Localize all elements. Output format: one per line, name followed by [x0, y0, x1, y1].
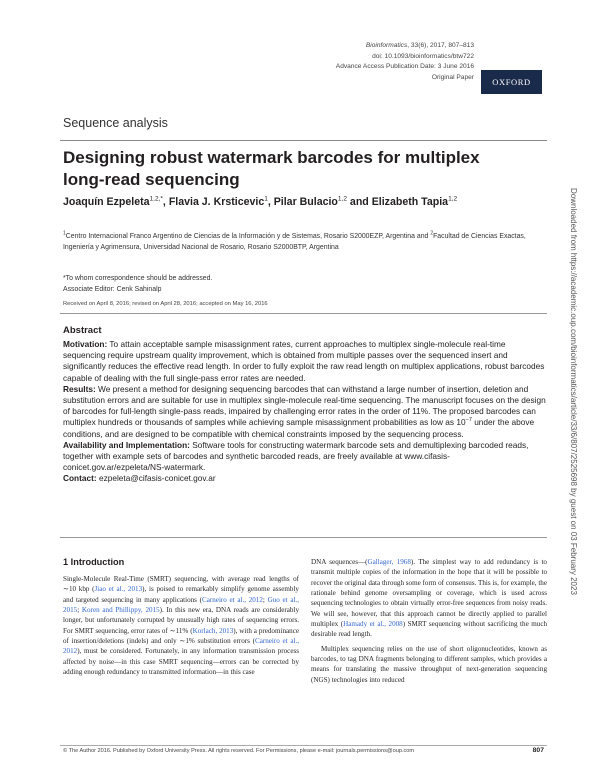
exponent: −7	[465, 417, 472, 424]
divider	[60, 745, 547, 746]
abstract-text[interactable]: Software tools for constructing watermark barcode sets and demultiplexing barcoded reads, together with example sets of barcodes and synthetic barcoded reads, are freely available at www.cifasis-conicet.gov.ar/ezpeleta/NS-watermark.	[63, 439, 529, 473]
page-number: 807	[532, 747, 544, 754]
affil-number: 1	[63, 230, 66, 237]
abstract-label: Results:	[63, 383, 96, 394]
citation: , 33(6), 2017, 807–813	[407, 42, 474, 49]
section-label: Sequence analysis	[63, 116, 168, 130]
copyright-footer: © The Author 2016. Published by Oxford University Press. All rights reserved. For Permissions, please e-mail: journals.permissions@oup.com	[63, 748, 415, 754]
paragraph-text: ;	[262, 595, 268, 604]
citation-link[interactable]: Carneiro et al., 2012	[202, 595, 263, 604]
author-name[interactable]: Flavia J. Krsticevic	[168, 196, 265, 208]
doi[interactable]: doi: 10.1093/bioinformatics/btw722	[372, 52, 474, 60]
author-conjunction: and	[349, 196, 369, 208]
contact-email[interactable]: ezpeleta@cifasis-conicet.gov.ar	[98, 473, 216, 484]
citation-link[interactable]: Koren and Phillippy, 2015	[81, 606, 160, 615]
paragraph	[63, 574, 299, 677]
journal-name: Bioinformatics	[365, 42, 408, 49]
correspondence-block	[63, 274, 543, 295]
author-affil-sup: 1,2	[448, 195, 458, 203]
citation-link[interactable]: Hamady et al., 2008	[343, 620, 403, 629]
paragraph-text: ;	[77, 606, 82, 615]
affil-text: Centro Internacional Franco Argentino de Ciencias de la Información y de Sistemas, Rosario S2000EZP, Argentina and	[65, 233, 429, 240]
article-type: Original Paper	[431, 73, 474, 81]
abstract-results	[63, 384, 547, 440]
paper-title: Designing robust watermark barcodes for multiplex long-read sequencing	[63, 148, 480, 189]
abstract-text: We present a method for designing sequencing barcodes that can withstand a large number of insertion, deletion and substitution errors and are suitable for use in multiplex single-molecule real-time sequencing. The manuscript focuses on the design of barcodes for full-length single-pass reads, impaired by challenging error rates in the order of 11%. The proposed barcodes can multiplex hundreds or thousands of samples while achieving sample misassignment probabilities as low as 10	[63, 383, 546, 428]
oxford-logo: OXFORD	[481, 70, 542, 94]
affiliations	[63, 232, 547, 253]
body-column-right	[311, 557, 547, 685]
associate-editor: Associate Editor: Cenk Sahinalp	[63, 285, 162, 293]
paragraph-text: ) SMRT sequencing without sacrificing the much desirable read length.	[311, 620, 548, 639]
paragraph-text: ). The simplest way to add redundancy is to transmit multiple copies of the information in the hope that it will be possible to recover the original data through some form of consensus. This is, for example, the rationale behind genome oversampling or coverage, which is used across sequencing technologies to obtain virtually error-free sequences from noisy reads. We will see, however, that this approach cannot be directly applied to parallel multiplex (	[311, 558, 547, 629]
author-affil-sup: 1,2,	[149, 195, 161, 203]
citation-link[interactable]: Gallager, 1968	[367, 558, 411, 566]
abstract-motivation	[63, 339, 547, 384]
divider	[60, 140, 547, 141]
divider	[60, 313, 547, 314]
abstract-contact	[63, 473, 547, 484]
body-column-left	[63, 557, 299, 677]
author-name[interactable]: Elizabeth Tapia	[371, 196, 449, 208]
advance-access: Advance Access Publication Date: 3 June 2016	[335, 63, 474, 71]
section-heading: 1 Introduction	[63, 557, 125, 567]
article-meta	[214, 41, 474, 83]
author-name[interactable]: Pilar Bulacio	[273, 196, 338, 208]
paragraph-text: ), must be considered. Fortunately, in any information transmission process affected by noise—in this case SMRT sequencing—errors can be corrected by adding enough redundancy to transmitted information—in this case	[63, 647, 299, 677]
received-dates: Received on April 8, 2016; revised on April 28, 2016; accepted on May 16, 2016	[63, 301, 268, 307]
paragraph: Multiplex sequencing relies on the use of short oligonucleotides, known as barcodes, to tag DNA fragments belonging to different samples, which provides a means for translating the massive throughput of next-generation sequencing (NGS) technologies into reduced	[311, 644, 547, 684]
affil-text: Facultad de Ciencias Exactas, Ingeniería y Agrimensura, Universidad Nacional de Rosario, Rosario S2000BTP, Argentina	[63, 233, 526, 251]
abstract-availability	[63, 440, 547, 474]
affil-number: 2	[430, 230, 434, 237]
abstract-text: To attain acceptable sample misassignment rates, current approaches to multiplex single-molecule real-time sequencing require upstream quality improvement, which is obtained from multiple passes over the sequenced insert and significantly reduces the effective read length. In order to fully exploit the raw read length on multiplex applications, robust barcodes capable of dealing with the full single-pass error rates are needed.	[63, 339, 545, 383]
citation-link[interactable]: Jiao et al., 2013	[94, 585, 143, 594]
paragraph-text: DNA sequences—(	[311, 558, 368, 566]
download-watermark: Downloaded from https://academic.oup.com/bioinformatics/article/33/6/807/2525698 by guest on 03 February 2023	[569, 188, 578, 595]
paragraph-text: ). In this new era, DNA reads are considerably longer, but unfortunately corrupted by unusually high rates of sequencing errors. For SMRT sequencing, error rates of ∼11% (	[63, 606, 299, 635]
paragraph-text: ), with a predominance of insertion/deletions (indels) and only ∼1% substitution errors (	[63, 626, 299, 646]
correspondence-note: *To whom correspondence should be addressed.	[63, 275, 213, 282]
citation-link[interactable]: Guo et al., 2015	[63, 595, 299, 615]
citation-link[interactable]: Korlach, 2013	[192, 626, 234, 635]
abstract-heading: Abstract	[63, 325, 102, 336]
author-list: Joaquín Ezpeleta$^{1,2,*}$, Flavia J. Krsticevic$^1$, Pilar Bulacio$^{1,2}$ and Elizabeth Tapia$^{1,2}$	[63, 195, 458, 208]
citation-link[interactable]: Carneiro et al., 2012	[63, 637, 299, 656]
divider	[60, 537, 547, 538]
author-name[interactable]: Joaquín Ezpeleta	[63, 196, 150, 208]
paragraph-text: ), is poised to remarkably simplify genome assembly and targeted sequencing in many applications (	[63, 585, 299, 604]
paragraph-text: Single-Molecule Real-Time (SMRT) sequencing, with average read lengths of ∼10 kbp (	[63, 575, 299, 594]
author-affil-sup: 1	[264, 195, 268, 203]
abstract-label: Contact:	[63, 473, 97, 484]
corresponding-mark: *	[160, 195, 163, 203]
abstract-text: under the above conditions, and are designed to be compatible with chemical constraints imposed by the sequencing process.	[63, 417, 535, 439]
author-affil-sup: 1,2	[337, 195, 347, 203]
abstract-label: Motivation:	[63, 339, 108, 349]
abstract-label: Availability and Implementation:	[63, 439, 190, 450]
paragraph	[311, 557, 547, 640]
abstract-body	[63, 339, 547, 485]
